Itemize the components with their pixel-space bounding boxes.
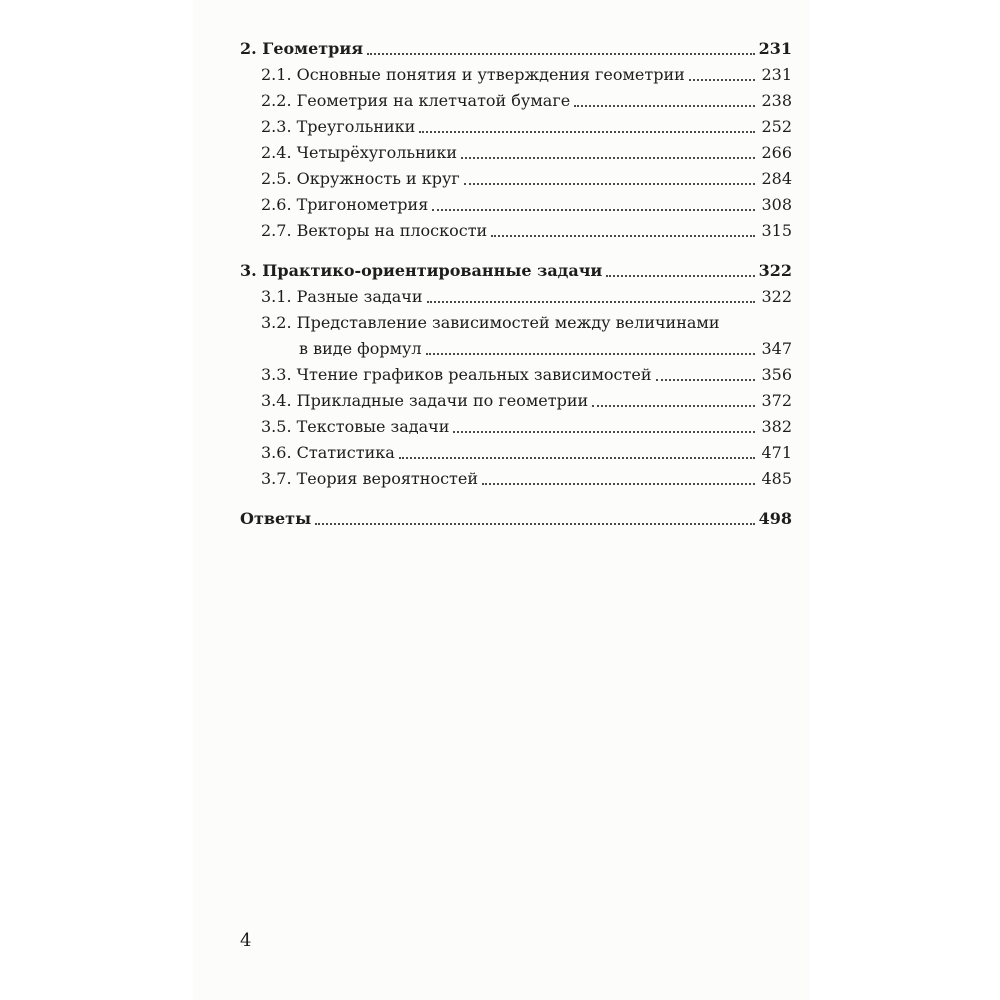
toc-entry-page: 266	[761, 143, 792, 162]
toc-entry-page: 471	[761, 443, 792, 462]
toc-entry-number: 3.7.	[261, 469, 297, 488]
toc-entry-number: 3.	[240, 261, 263, 280]
toc-entry-title: Чтение графиков реальных зависимостей	[296, 365, 652, 384]
toc-entry-2-1[interactable]	[240, 62, 792, 88]
toc-entry-3-3[interactable]	[240, 362, 792, 388]
toc-entry-number: 2.	[240, 39, 263, 58]
dot-leader	[427, 301, 755, 303]
dot-leader	[574, 105, 755, 107]
toc-entry-number: 2.4.	[261, 143, 297, 162]
toc-entry-title: Практико-ориентированные задачи	[262, 261, 603, 280]
toc-entry-number: 2.2.	[261, 91, 297, 110]
toc-entry-3-1[interactable]	[240, 284, 792, 310]
toc-entry-page: 231	[758, 39, 792, 58]
toc-entry-number: 3.2.	[261, 313, 297, 332]
dot-leader	[689, 79, 755, 81]
toc-entry-title: Ответы	[240, 509, 312, 528]
toc-entry-title: Треугольники	[296, 117, 416, 136]
toc-entry-3-7[interactable]	[240, 466, 792, 492]
toc-entry-page: 322	[758, 261, 792, 280]
dot-leader	[315, 523, 755, 525]
dot-leader	[367, 53, 755, 55]
toc-entry-number: 2.1.	[261, 65, 297, 84]
toc-entry-3-5[interactable]	[240, 414, 792, 440]
toc-entry-title: Текстовые задачи	[296, 417, 450, 436]
toc-entry-title: Тригонометрия	[296, 195, 429, 214]
toc-entry-page: 347	[761, 339, 792, 358]
toc-entry-title: Окружность и круг	[296, 169, 460, 188]
toc-entry-title: Четырёхугольники	[296, 143, 458, 162]
dot-leader	[419, 131, 755, 133]
toc-entry-2-3[interactable]	[240, 114, 792, 140]
toc-entry-page: 284	[761, 169, 792, 188]
dot-leader	[606, 275, 755, 277]
toc-entry-page: 238	[761, 91, 792, 110]
toc-entry-title: Геометрия на клетчатой бумаге	[296, 91, 571, 110]
toc-entry-page: 231	[761, 65, 792, 84]
toc-entry-title: Прикладные задачи по геометрии	[296, 391, 589, 410]
toc-entry-2-4[interactable]	[240, 140, 792, 166]
toc-entry-number: 2.3.	[261, 117, 297, 136]
page-number: 4	[240, 930, 252, 951]
toc-entry-title: Представление зависимостей между величинами	[296, 313, 720, 332]
dot-leader	[399, 457, 755, 459]
toc-answers[interactable]	[240, 506, 792, 532]
toc-entry-page: 322	[761, 287, 792, 306]
toc-entry-page: 382	[761, 417, 792, 436]
toc-chapter-2[interactable]	[240, 36, 792, 62]
toc-entry-number: 3.6.	[261, 443, 297, 462]
dot-leader	[461, 157, 755, 159]
toc-chapter-3[interactable]	[240, 258, 792, 284]
toc-entry-title: Векторы на плоскости	[296, 221, 488, 240]
toc-entry-3-4[interactable]	[240, 388, 792, 414]
toc-entry-3-6[interactable]	[240, 440, 792, 466]
dot-leader	[432, 209, 755, 211]
toc-entry-title: Разные задачи	[296, 287, 423, 306]
toc-entry-number: 3.3.	[261, 365, 297, 384]
dot-leader	[464, 183, 755, 185]
toc-entry-number: 3.4.	[261, 391, 297, 410]
toc-entry-title: Теория вероятностей	[296, 469, 479, 488]
toc-entry-page: 372	[761, 391, 792, 410]
dot-leader	[426, 353, 755, 355]
toc-entry-page: 252	[761, 117, 792, 136]
dot-leader	[592, 405, 755, 407]
toc-entry-page: 315	[761, 221, 792, 240]
dot-leader	[656, 379, 756, 381]
table-of-contents	[240, 36, 792, 532]
toc-entry-number: 3.1.	[261, 287, 297, 306]
toc-entry-number: 2.7.	[261, 221, 297, 240]
toc-entry-number: 2.5.	[261, 169, 297, 188]
toc-entry-page: 356	[761, 365, 792, 384]
toc-entry-3-2[interactable]	[240, 310, 792, 362]
toc-entry-number: 3.5.	[261, 417, 297, 436]
toc-entry-page: 485	[761, 469, 792, 488]
toc-entry-2-7[interactable]	[240, 218, 792, 244]
toc-entry-title-continued: в виде формул	[299, 339, 422, 358]
toc-entry-2-5[interactable]	[240, 166, 792, 192]
dot-leader	[482, 483, 755, 485]
toc-entry-page: 308	[761, 195, 792, 214]
toc-entry-title: Основные понятия и утверждения геометрии	[296, 65, 685, 84]
toc-entry-2-2[interactable]	[240, 88, 792, 114]
toc-entry-title: Статистика	[296, 443, 395, 462]
toc-entry-2-6[interactable]	[240, 192, 792, 218]
toc-entry-title: Геометрия	[262, 39, 364, 58]
toc-entry-number: 2.6.	[261, 195, 297, 214]
toc-entry-page: 498	[758, 509, 792, 528]
dot-leader	[491, 235, 755, 237]
dot-leader	[453, 431, 755, 433]
